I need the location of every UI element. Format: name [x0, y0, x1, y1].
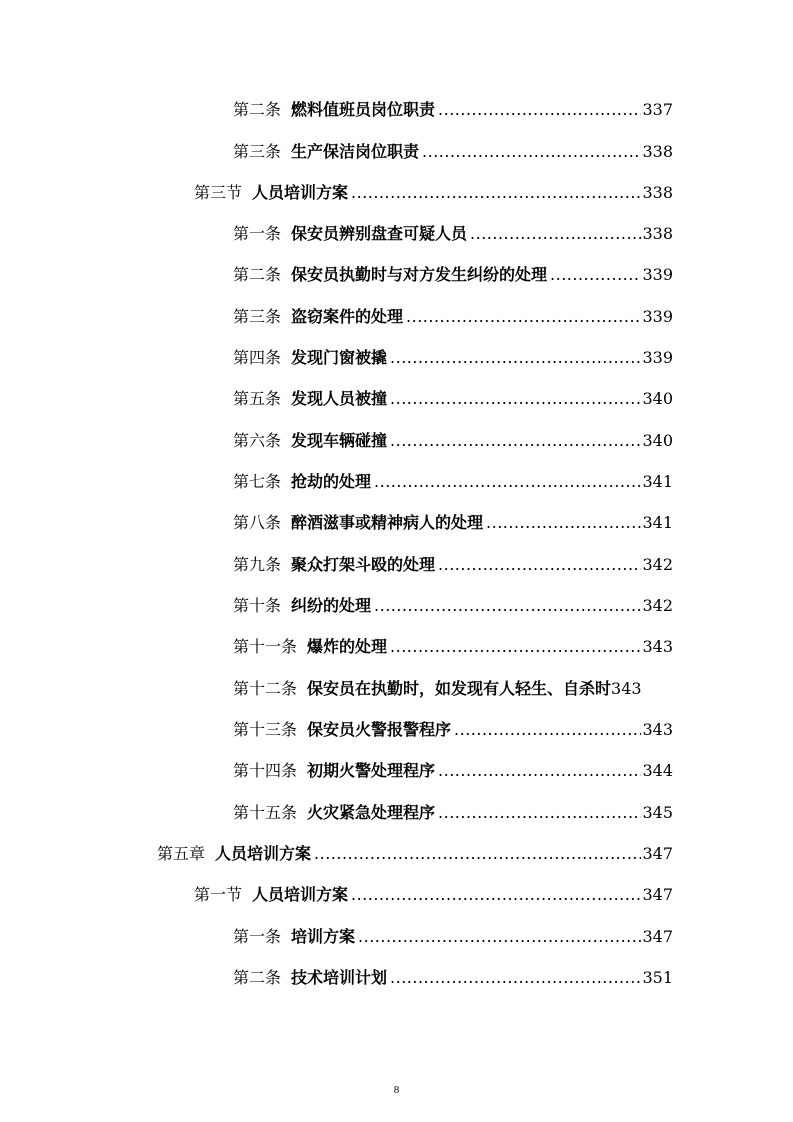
toc-leader-dots	[438, 552, 641, 578]
toc-entry-number: 第三条	[233, 307, 282, 326]
toc-entry-page: 338	[642, 224, 673, 243]
toc-leader-dots	[358, 924, 641, 950]
toc-entry-number: 第四条	[233, 348, 282, 367]
toc-leader-dots	[470, 221, 641, 247]
toc-entry-number: 第六条	[233, 431, 282, 450]
toc-entry-page: 342	[642, 596, 673, 615]
toc-leader-dots	[351, 882, 641, 908]
toc-entry-number: 第十四条	[233, 761, 298, 780]
toc-entry-title: 抢劫的处理	[291, 472, 372, 491]
toc-entry-number: 第二条	[233, 100, 282, 119]
toc-entry-number: 第十一条	[233, 637, 298, 656]
toc-leader-dots	[438, 97, 641, 123]
toc-entry[interactable]	[157, 841, 673, 867]
toc-entry[interactable]	[194, 180, 673, 206]
toc-leader-dots	[406, 304, 641, 330]
toc-leader-dots	[438, 758, 641, 784]
toc-entry-title: 人员培训方案	[215, 844, 312, 863]
toc-leader-dots	[550, 262, 641, 288]
toc-entry-title: 发现车辆碰撞	[291, 431, 388, 450]
toc-entry-number: 第十三条	[233, 720, 298, 739]
toc-entry-title: 人员培训方案	[252, 885, 349, 904]
toc-entry-title: 爆炸的处理	[307, 637, 388, 656]
toc-entry-title: 保安员在执勤时，如发现有人轻生、自杀时	[307, 679, 612, 698]
toc-entry[interactable]	[194, 882, 673, 908]
toc-entry-page: 347	[642, 927, 673, 946]
toc-entry[interactable]	[233, 965, 673, 991]
toc-entry[interactable]	[233, 304, 673, 330]
toc-entry[interactable]	[233, 800, 673, 826]
toc-entry-title: 人员培训方案	[252, 183, 349, 202]
toc-entry[interactable]	[233, 469, 673, 495]
toc-entry-number: 第一条	[233, 927, 282, 946]
toc-entry-number: 第五章	[157, 844, 206, 863]
toc-entry-page: 342	[642, 555, 673, 574]
page-number: 8	[393, 1084, 400, 1096]
toc-entry[interactable]	[233, 634, 673, 660]
toc-entry[interactable]	[233, 262, 673, 288]
toc-leader-dots	[454, 717, 641, 743]
toc-entry-title: 培训方案	[291, 927, 356, 946]
toc-leader-dots	[374, 593, 641, 619]
toc-entry-number: 第一条	[233, 224, 282, 243]
toc-entry-page: 347	[642, 844, 673, 863]
toc-entry-page: 347	[642, 885, 673, 904]
toc-leader-dots	[486, 510, 641, 536]
toc-entry[interactable]	[233, 676, 703, 702]
toc-leader-dots	[314, 841, 641, 867]
toc-entry[interactable]	[233, 510, 673, 536]
toc-leader-dots	[390, 428, 641, 454]
toc-entry-page: 345	[642, 803, 673, 822]
toc-entry-title: 燃料值班员岗位职责	[291, 100, 436, 119]
toc-leader-dots	[422, 139, 641, 165]
toc-entry[interactable]	[233, 758, 673, 784]
toc-entry-number: 第五条	[233, 389, 282, 408]
toc-leader-dots	[390, 965, 641, 991]
toc-entry[interactable]	[233, 428, 673, 454]
toc-entry-page: 343	[642, 637, 673, 656]
toc-entry[interactable]	[233, 345, 673, 371]
toc-entry-page: 339	[642, 265, 673, 284]
toc-entry[interactable]	[233, 386, 673, 412]
toc-entry-page: 338	[642, 183, 673, 202]
toc-leader-dots	[390, 634, 641, 660]
toc-entry-page: 341	[642, 513, 673, 532]
toc-entry-title: 发现门窗被撬	[291, 348, 388, 367]
toc-entry-page: 344	[642, 761, 673, 780]
toc-entry-title: 发现人员被撞	[291, 389, 388, 408]
toc-entry-number: 第十二条	[233, 679, 298, 698]
toc-entry-title: 醉酒滋事或精神病人的处理	[291, 513, 484, 532]
toc-entry[interactable]	[233, 924, 673, 950]
toc-entry[interactable]	[233, 552, 673, 578]
toc-entry-number: 第八条	[233, 513, 282, 532]
toc-entry-title: 初期火警处理程序	[307, 761, 436, 780]
toc-entry-title: 生产保洁岗位职责	[291, 142, 420, 161]
toc-leader-dots	[438, 800, 641, 826]
toc-entry[interactable]	[233, 139, 673, 165]
toc-leader-dots	[374, 469, 641, 495]
toc-entry-number: 第三条	[233, 142, 282, 161]
toc-entry-number: 第九条	[233, 555, 282, 574]
toc-entry-page: 340	[642, 431, 673, 450]
toc-entry-title: 技术培训计划	[291, 968, 388, 987]
toc-entry-number: 第十条	[233, 596, 282, 615]
toc-entry[interactable]	[233, 717, 673, 743]
toc-entry-title: 聚众打架斗殴的处理	[291, 555, 436, 574]
toc-entry-number: 第七条	[233, 472, 282, 491]
toc-entry-title: 保安员执勤时与对方发生纠纷的处理	[291, 265, 548, 284]
toc-leader-dots	[390, 386, 641, 412]
toc-entry-page: 339	[642, 307, 673, 326]
toc-entry-title: 保安员辨别盘查可疑人员	[291, 224, 468, 243]
toc-entry-page: 341	[642, 472, 673, 491]
toc-leader-dots	[351, 180, 641, 206]
toc-leader-dots	[390, 345, 641, 371]
toc-entry[interactable]	[233, 593, 673, 619]
toc-entry-page: 339	[642, 348, 673, 367]
toc-entry-title: 火灾紧急处理程序	[307, 803, 436, 822]
toc-entry-number: 第一节	[194, 885, 243, 904]
toc-entry-title: 纠纷的处理	[291, 596, 372, 615]
toc-entry-page: 340	[642, 389, 673, 408]
toc-entry[interactable]	[233, 97, 673, 123]
toc-entry-title: 保安员火警报警程序	[307, 720, 452, 739]
toc-entry[interactable]	[233, 221, 673, 247]
toc-entry-number: 第二条	[233, 968, 282, 987]
toc-entry-number: 第二条	[233, 265, 282, 284]
toc-entry-page: 337	[642, 100, 673, 119]
toc-entry-number: 第三节	[194, 183, 243, 202]
toc-entry-page: 338	[642, 142, 673, 161]
toc-entry-page: 343	[611, 679, 642, 698]
toc-entry-page: 343	[642, 720, 673, 739]
toc-entry-page: 351	[642, 968, 673, 987]
toc-entry-title: 盗窃案件的处理	[291, 307, 404, 326]
toc-entry-number: 第十五条	[233, 803, 298, 822]
